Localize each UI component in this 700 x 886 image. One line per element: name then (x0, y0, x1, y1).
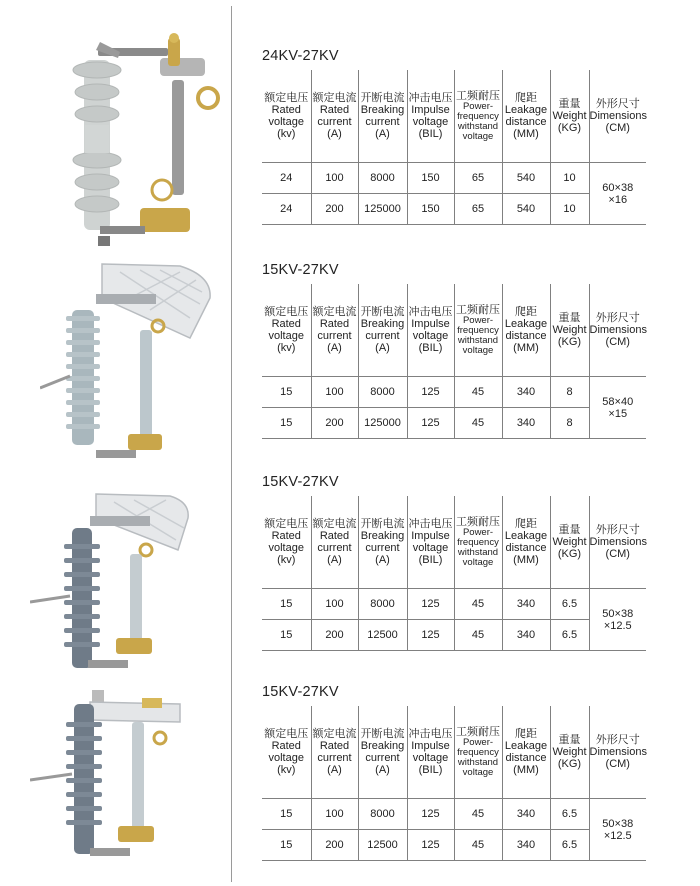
header-label-cn: 工频耐压 (456, 726, 500, 738)
dimensions-line: ×15 (608, 407, 628, 420)
table-row (262, 799, 646, 830)
cell-leakage-distance: 340 (502, 830, 550, 861)
header-label-cn: 冲击电压 (408, 306, 453, 318)
dimensions-line: 60×38 (602, 181, 634, 194)
header-power-frequency (454, 496, 502, 589)
header-label-en: voltage (412, 542, 449, 554)
cell-rated-voltage: 15 (262, 589, 311, 620)
header-label-en: distance (505, 542, 547, 554)
cell-rated-current: 100 (311, 589, 358, 620)
header-label-en: (BIL) (418, 764, 443, 776)
cell-power-frequency: 65 (454, 163, 502, 194)
header-label-en: Rated (319, 740, 350, 752)
header-rated-voltage (262, 706, 311, 799)
header-rated-voltage (262, 70, 311, 163)
header-label-en: (A) (327, 764, 342, 776)
header-rated-current (311, 706, 358, 799)
spec-table (262, 496, 646, 651)
header-label-en: Power- (462, 315, 494, 326)
cell-leakage-distance: 340 (502, 799, 550, 830)
header-rated-voltage (262, 496, 311, 589)
header-label-en: distance (505, 116, 547, 128)
header-label-en: distance (505, 752, 547, 764)
header-label-cn: 爬距 (515, 92, 537, 104)
header-label-en: (A) (327, 554, 342, 566)
header-label-en: (MM) (513, 554, 539, 566)
cell-breaking-current: 8000 (358, 377, 407, 408)
header-label-en: current (365, 330, 400, 342)
cell-weight: 6.5 (550, 620, 589, 651)
header-label-en: Leakage (504, 318, 548, 330)
cell-power-frequency: 65 (454, 194, 502, 225)
header-impulse-voltage (407, 706, 454, 799)
cell-rated-voltage: 24 (262, 163, 311, 194)
header-label-en: withstand (457, 757, 499, 768)
header-label-en: frequency (457, 537, 499, 548)
header-label-cn: 额定电流 (312, 306, 357, 318)
header-leakage-distance (502, 70, 550, 163)
header-label-cn: 工频耐压 (456, 90, 500, 102)
cell-power-frequency: 45 (454, 408, 502, 439)
header-label-en: (CM) (605, 336, 630, 348)
spec-table (262, 284, 646, 439)
header-label-en: voltage (412, 330, 449, 342)
header-label-en: Breaking (360, 530, 405, 542)
table-row (262, 830, 646, 861)
header-label-en: Rated (319, 530, 350, 542)
header-impulse-voltage (407, 496, 454, 589)
header-label-cn: 爬距 (515, 728, 537, 740)
header-leakage-distance (502, 284, 550, 377)
cell-leakage-distance: 540 (502, 194, 550, 225)
header-label-en: voltage (462, 557, 494, 568)
header-label-en: distance (505, 330, 547, 342)
header-label-cn: 开断电流 (360, 306, 405, 318)
header-impulse-voltage (407, 284, 454, 377)
cell-power-frequency: 45 (454, 620, 502, 651)
header-label-en: withstand (457, 335, 499, 346)
header-label-en: voltage (268, 752, 304, 764)
header-label-en: Rated (271, 530, 301, 542)
table-row (262, 194, 646, 225)
table-header-row (262, 284, 646, 377)
header-label-cn: 重量 (558, 98, 581, 110)
dimensions-line: 58×40 (602, 395, 634, 408)
header-label-en: Breaking (360, 740, 405, 752)
header-label-en: Weight (552, 324, 587, 336)
header-dimensions (589, 706, 646, 799)
cell-impulse-voltage: 125 (407, 377, 454, 408)
header-label-en: Dimensions (589, 536, 647, 548)
header-label-en: voltage (462, 767, 494, 778)
header-label-en: (A) (375, 554, 390, 566)
table-header-row (262, 496, 646, 589)
table-header-row (262, 70, 646, 163)
header-label-en: withstand (457, 121, 499, 132)
header-rated-current (311, 496, 358, 589)
cell-dimensions (589, 799, 646, 861)
header-label-en: voltage (268, 542, 304, 554)
header-label-en: Breaking (360, 318, 405, 330)
header-dimensions (589, 496, 646, 589)
cell-leakage-distance: 340 (502, 408, 550, 439)
dimensions-line: ×16 (608, 193, 628, 206)
cell-breaking-current: 8000 (358, 163, 407, 194)
product-image-polymer-cutout-2 (30, 488, 210, 688)
header-label-en: Leakage (504, 104, 548, 116)
cell-breaking-current: 125000 (358, 194, 407, 225)
cell-power-frequency: 45 (454, 589, 502, 620)
header-label-cn: 冲击电压 (408, 518, 453, 530)
cell-weight: 10 (550, 163, 589, 194)
header-label-en: Rated (271, 740, 301, 752)
cell-impulse-voltage: 125 (407, 799, 454, 830)
header-label-en: voltage (462, 131, 494, 142)
spec-table (262, 706, 646, 861)
cell-breaking-current: 12500 (358, 830, 407, 861)
header-power-frequency (454, 70, 502, 163)
cell-power-frequency: 45 (454, 830, 502, 861)
cell-leakage-distance: 540 (502, 163, 550, 194)
header-label-en: (BIL) (418, 342, 443, 354)
header-label-cn: 额定电流 (312, 728, 357, 740)
header-label-en: (KG) (557, 336, 582, 348)
header-label-en: voltage (462, 345, 494, 356)
cell-dimensions (589, 163, 646, 225)
section-title: 15KV-27KV (262, 474, 339, 490)
cell-impulse-voltage: 125 (407, 408, 454, 439)
header-label-cn: 额定电压 (264, 92, 309, 104)
header-label-en: (kv) (277, 342, 296, 354)
header-label-cn: 重量 (558, 312, 581, 324)
header-label-en: Power- (462, 737, 494, 748)
header-label-en: Leakage (504, 530, 548, 542)
header-label-en: current (317, 330, 352, 342)
cell-rated-current: 200 (311, 194, 358, 225)
header-power-frequency (454, 284, 502, 377)
header-weight (550, 70, 589, 163)
dimensions-line: 50×38 (602, 607, 634, 620)
cell-rated-voltage: 15 (262, 620, 311, 651)
header-label-cn: 冲击电压 (408, 728, 453, 740)
header-label-en: Breaking (360, 104, 405, 116)
header-label-en: current (365, 116, 400, 128)
header-label-en: (A) (327, 128, 342, 140)
header-label-en: current (365, 542, 400, 554)
header-label-en: current (317, 752, 352, 764)
cell-weight: 6.5 (550, 799, 589, 830)
cell-impulse-voltage: 125 (407, 620, 454, 651)
header-label-en: voltage (268, 330, 304, 342)
cell-weight: 10 (550, 194, 589, 225)
header-label-cn: 工频耐压 (456, 304, 500, 316)
cell-rated-voltage: 24 (262, 194, 311, 225)
cell-leakage-distance: 340 (502, 377, 550, 408)
cell-breaking-current: 8000 (358, 799, 407, 830)
cell-weight: 6.5 (550, 830, 589, 861)
header-label-en: (BIL) (418, 128, 443, 140)
header-label-en: Impulse (411, 740, 450, 752)
header-label-en: (A) (375, 128, 390, 140)
header-label-en: (A) (375, 342, 390, 354)
header-label-cn: 外形尺寸 (595, 312, 640, 324)
header-dimensions (589, 70, 646, 163)
header-label-cn: 爬距 (515, 518, 537, 530)
section-title: 15KV-27KV (262, 684, 339, 700)
header-label-en: Rated (271, 104, 301, 116)
header-impulse-voltage (407, 70, 454, 163)
header-label-en: voltage (268, 116, 304, 128)
header-label-cn: 额定电压 (264, 728, 309, 740)
header-label-cn: 额定电压 (264, 306, 309, 318)
product-image-polymer-cutout-1 (40, 258, 220, 473)
table-row (262, 163, 646, 194)
cell-rated-voltage: 15 (262, 830, 311, 861)
header-weight (550, 706, 589, 799)
cell-breaking-current: 125000 (358, 408, 407, 439)
header-label-en: (kv) (277, 128, 296, 140)
header-label-en: (CM) (605, 548, 630, 560)
header-label-cn: 爬距 (515, 306, 537, 318)
header-label-en: current (317, 542, 352, 554)
header-label-en: Impulse (411, 530, 450, 542)
product-image-porcelain-cutout (60, 30, 230, 260)
cell-rated-current: 200 (311, 620, 358, 651)
cell-power-frequency: 45 (454, 799, 502, 830)
header-label-en: Impulse (411, 318, 450, 330)
header-breaking-current (358, 706, 407, 799)
product-image-polymer-cutout-3 (30, 688, 210, 878)
section-title: 15KV-27KV (262, 262, 339, 278)
header-label-en: Rated (319, 104, 350, 116)
header-weight (550, 496, 589, 589)
header-label-en: withstand (457, 547, 499, 558)
header-label-en: (kv) (277, 554, 296, 566)
header-leakage-distance (502, 706, 550, 799)
header-leakage-distance (502, 496, 550, 589)
header-label-en: Rated (271, 318, 301, 330)
cell-rated-current: 200 (311, 408, 358, 439)
header-label-en: voltage (412, 752, 449, 764)
header-label-en: Dimensions (589, 110, 647, 122)
cell-rated-voltage: 15 (262, 408, 311, 439)
cell-power-frequency: 45 (454, 377, 502, 408)
header-label-en: frequency (457, 747, 499, 758)
table-row (262, 589, 646, 620)
cell-dimensions (589, 377, 646, 439)
cell-rated-current: 100 (311, 377, 358, 408)
header-label-en: Weight (552, 536, 587, 548)
cell-breaking-current: 8000 (358, 589, 407, 620)
dimensions-line: 50×38 (602, 817, 634, 830)
header-label-en: (MM) (513, 342, 539, 354)
dimensions-line: ×12.5 (603, 829, 632, 842)
header-label-cn: 开断电流 (360, 518, 405, 530)
header-label-en: current (317, 116, 352, 128)
header-label-en: (KG) (557, 548, 582, 560)
header-label-cn: 外形尺寸 (595, 734, 640, 746)
cell-impulse-voltage: 150 (407, 194, 454, 225)
cell-breaking-current: 12500 (358, 620, 407, 651)
header-label-en: (KG) (557, 122, 582, 134)
header-label-en: Dimensions (589, 746, 647, 758)
cell-rated-voltage: 15 (262, 799, 311, 830)
header-label-cn: 重量 (558, 524, 581, 536)
header-label-en: (CM) (605, 758, 630, 770)
cell-leakage-distance: 340 (502, 620, 550, 651)
header-power-frequency (454, 706, 502, 799)
cell-weight: 8 (550, 408, 589, 439)
header-label-en: Leakage (504, 740, 548, 752)
cell-weight: 8 (550, 377, 589, 408)
header-label-en: (A) (375, 764, 390, 776)
cell-rated-current: 200 (311, 830, 358, 861)
cell-weight: 6.5 (550, 589, 589, 620)
header-label-cn: 重量 (558, 734, 581, 746)
cell-leakage-distance: 340 (502, 589, 550, 620)
header-label-cn: 外形尺寸 (595, 98, 640, 110)
section-title: 24KV-27KV (262, 48, 339, 64)
header-dimensions (589, 284, 646, 377)
header-label-cn: 工频耐压 (456, 516, 500, 528)
header-label-cn: 冲击电压 (408, 92, 453, 104)
header-label-cn: 开断电流 (360, 92, 405, 104)
header-label-en: Dimensions (589, 324, 647, 336)
header-label-en: Power- (462, 527, 494, 538)
header-rated-current (311, 284, 358, 377)
dimensions-line: ×12.5 (603, 619, 632, 632)
header-rated-current (311, 70, 358, 163)
header-label-cn: 额定电压 (264, 518, 309, 530)
header-breaking-current (358, 284, 407, 377)
cell-impulse-voltage: 125 (407, 830, 454, 861)
header-label-cn: 开断电流 (360, 728, 405, 740)
header-label-en: (kv) (277, 764, 296, 776)
header-breaking-current (358, 70, 407, 163)
table-header-row (262, 706, 646, 799)
header-label-cn: 额定电流 (312, 92, 357, 104)
header-label-en: frequency (457, 325, 499, 336)
header-label-en: Rated (319, 318, 350, 330)
header-label-en: (A) (327, 342, 342, 354)
header-label-en: (MM) (513, 764, 539, 776)
spec-table (262, 70, 646, 225)
table-row (262, 620, 646, 651)
vertical-divider (231, 6, 232, 882)
header-label-en: (KG) (557, 758, 582, 770)
header-breaking-current (358, 496, 407, 589)
header-rated-voltage (262, 284, 311, 377)
header-label-cn: 额定电流 (312, 518, 357, 530)
header-label-en: (MM) (513, 128, 539, 140)
header-label-en: (BIL) (418, 554, 443, 566)
header-label-en: Impulse (411, 104, 450, 116)
header-weight (550, 284, 589, 377)
header-label-en: voltage (412, 116, 449, 128)
table-row (262, 408, 646, 439)
cell-rated-current: 100 (311, 163, 358, 194)
header-label-en: (CM) (605, 122, 630, 134)
table-row (262, 377, 646, 408)
header-label-cn: 外形尺寸 (595, 524, 640, 536)
header-label-en: Power- (462, 101, 494, 112)
header-label-en: current (365, 752, 400, 764)
cell-rated-voltage: 15 (262, 377, 311, 408)
header-label-en: frequency (457, 111, 499, 122)
cell-impulse-voltage: 125 (407, 589, 454, 620)
header-label-en: Weight (552, 746, 587, 758)
cell-rated-current: 100 (311, 799, 358, 830)
cell-dimensions (589, 589, 646, 651)
cell-impulse-voltage: 150 (407, 163, 454, 194)
header-label-en: Weight (552, 110, 587, 122)
